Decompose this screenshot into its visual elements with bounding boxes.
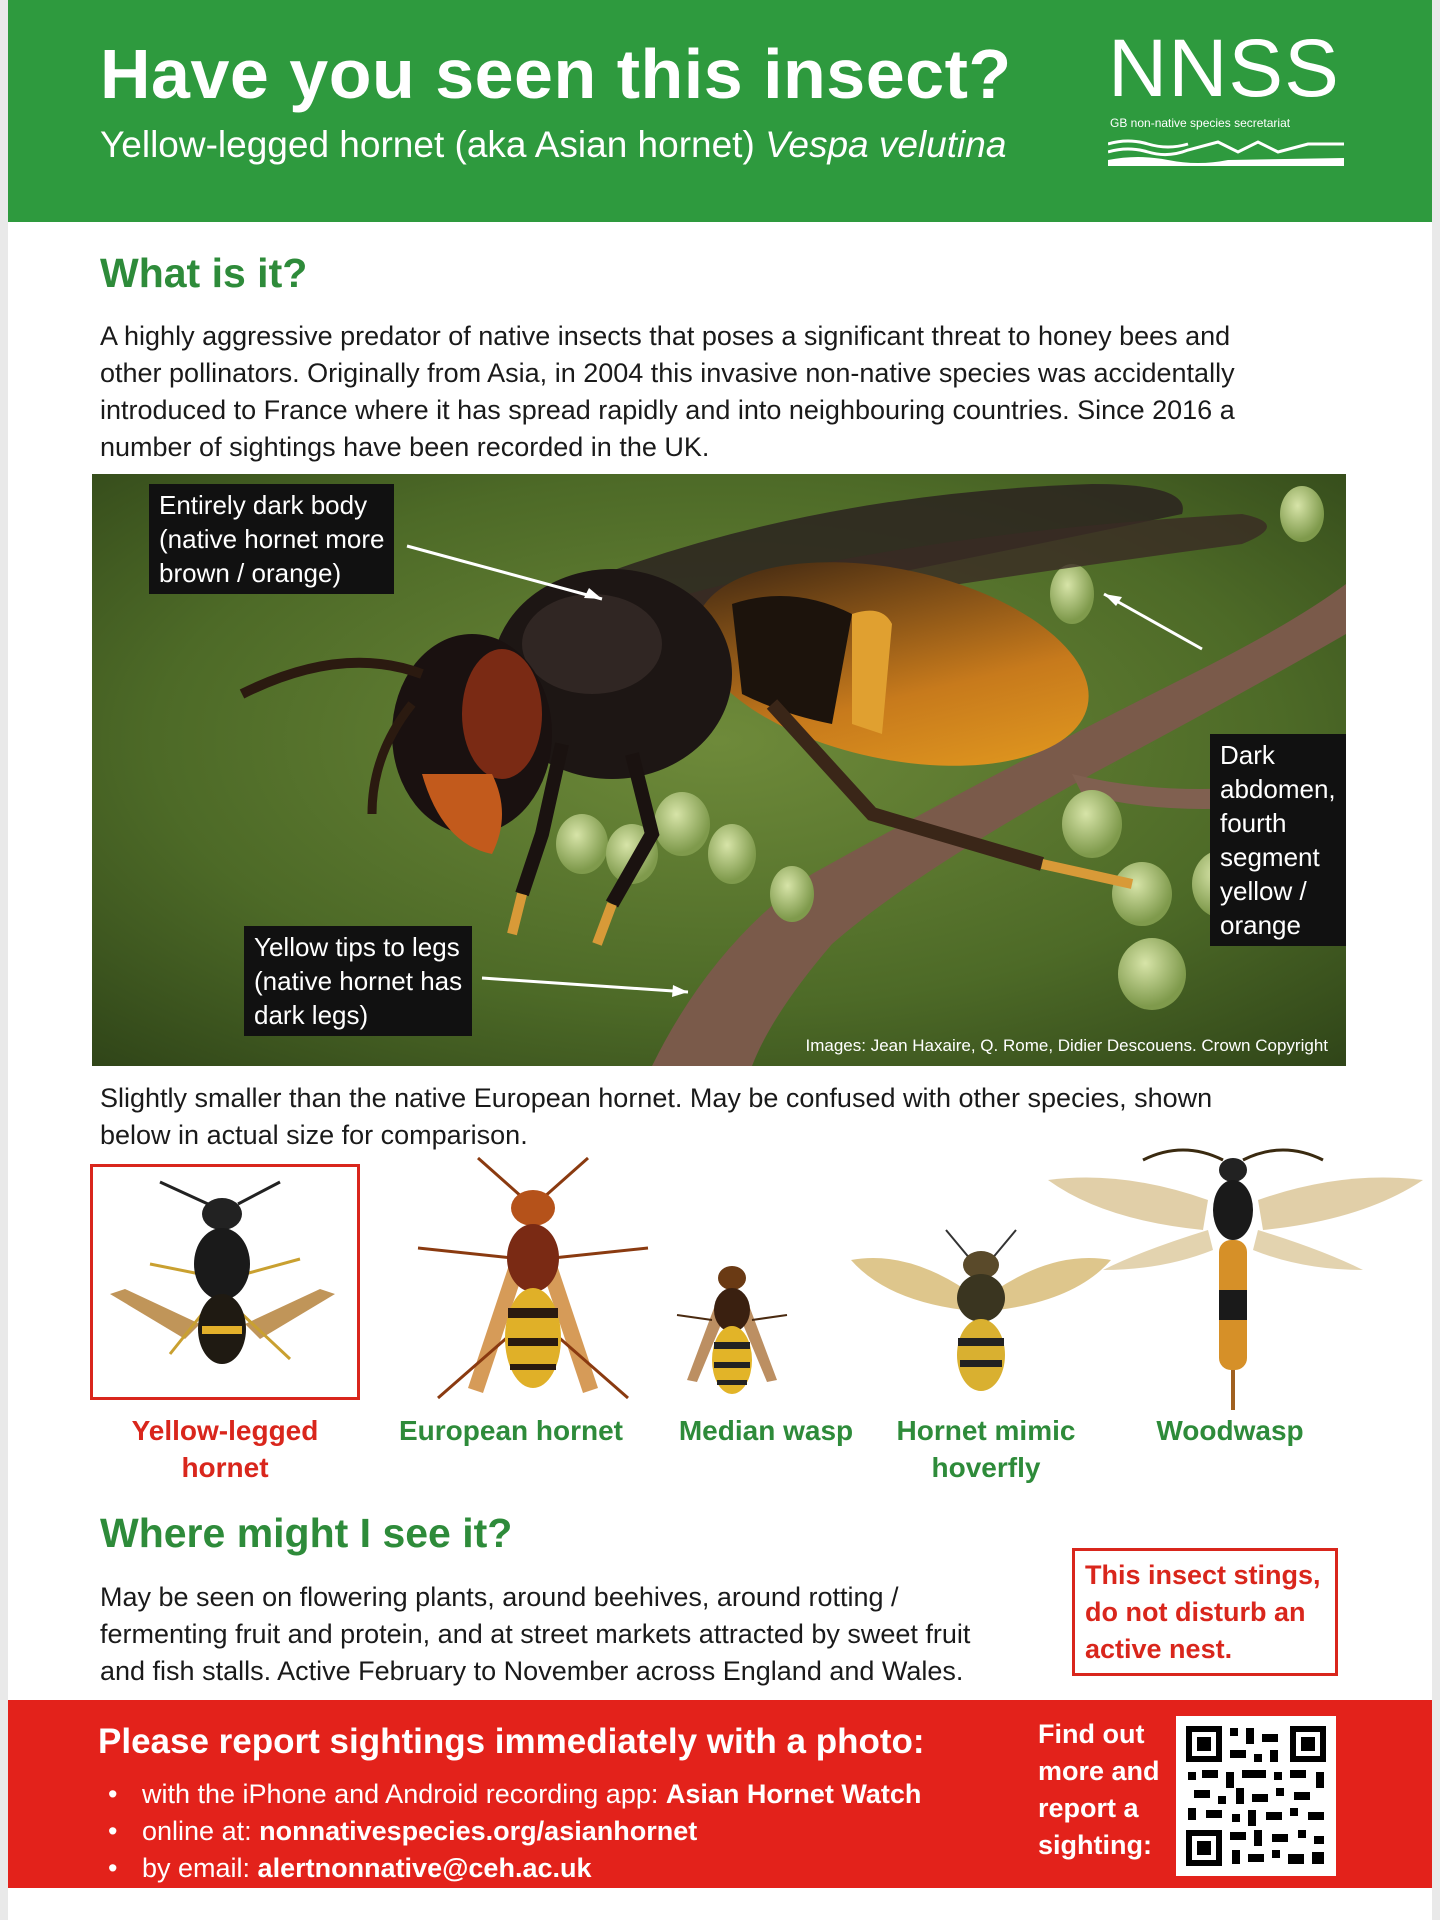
subtitle-common-name: Yellow-legged hornet (aka Asian hornet) [100, 124, 766, 165]
report-method-email [100, 1850, 921, 1887]
callout-yellow-legs [244, 926, 472, 1036]
nnss-logo [1108, 23, 1354, 178]
find-out-line: Find out [1038, 1719, 1145, 1749]
size-line: below in actual size for comparison. [100, 1120, 528, 1150]
callout-line: yellow / [1220, 876, 1307, 906]
qr-code[interactable] [1176, 1716, 1336, 1876]
report-method-prefix: online at: [142, 1816, 260, 1846]
what-line: A highly aggressive predator of native insects that poses a significant threat to honey bees and [100, 321, 1231, 351]
app-name: Asian Hornet Watch [665, 1779, 922, 1809]
report-methods-list [100, 1776, 921, 1887]
callout-line: Yellow tips to legs [254, 932, 460, 962]
european-hornet-image [408, 1148, 658, 1418]
logo-subtext: GB non-native species secretariat [1110, 116, 1291, 130]
poster [8, 0, 1432, 1920]
find-out-line: report a [1038, 1793, 1139, 1823]
logo-text: NNSS [1108, 23, 1340, 114]
what-line: number of sightings have been recorded in the UK. [100, 432, 710, 462]
specimen-label-median-wasp [656, 1412, 876, 1449]
subtitle-latin-name: Vespa velutina [765, 124, 1007, 165]
specimen-label-line: Hornet mimic [896, 1415, 1076, 1446]
callout-line: segment [1220, 842, 1320, 872]
find-out-line: more and [1038, 1756, 1160, 1786]
specimen-label-line: Yellow-legged [131, 1415, 319, 1446]
yellow-legged-hornet-image [90, 1164, 360, 1400]
image-credit: Images: Jean Haxaire, Q. Rome, Didier Descouens. Crown Copyright [805, 1036, 1328, 1055]
callout-line: Dark [1220, 740, 1275, 770]
where-paragraph [100, 1579, 1060, 1690]
find-out-text [1038, 1716, 1160, 1864]
qr-code-icon [1176, 1716, 1336, 1876]
report-method-online [100, 1813, 921, 1850]
callout-line: (native hornet has [254, 966, 463, 996]
what-line: introduced to France where it has spread rapidly and into neighbouring countries. Since 2016 a [100, 395, 1235, 425]
specimen-label-line: hoverfly [931, 1452, 1041, 1483]
report-heading: Please report sightings immediately with a photo: [98, 1722, 925, 1761]
warning-line: active nest. [1085, 1634, 1233, 1664]
callout-abdomen [1210, 734, 1346, 946]
callout-line: (native hornet more [159, 524, 385, 554]
find-out-line: sighting: [1038, 1830, 1152, 1860]
size-line: Slightly smaller than the native European hornet. May be confused with other species, shown [100, 1083, 1213, 1113]
report-method-prefix: with the iPhone and Android recording app: [142, 1779, 666, 1809]
median-wasp-image [672, 1260, 792, 1400]
callout-line: Entirely dark body [159, 490, 368, 520]
report-method-app [100, 1776, 921, 1813]
callout-line: orange [1220, 910, 1301, 940]
callout-line: abdomen, [1220, 774, 1336, 804]
page-subtitle [100, 124, 1006, 166]
specimen-label-woodwasp [1120, 1412, 1340, 1449]
warning-line: do not disturb an [1085, 1597, 1306, 1627]
report-email-link[interactable]: alertnonnative@ceh.ac.uk [257, 1853, 592, 1883]
specimen-label-european-hornet [386, 1412, 636, 1449]
specimen-label-yellow-legged-hornet [100, 1412, 350, 1486]
where-line: fermenting fruit and protein, and at street markets attracted by sweet fruit [100, 1619, 971, 1649]
callout-dark-body [149, 484, 394, 594]
what-line: other pollinators. Originally from Asia, in 2004 this invasive non-native species was accidentally [100, 358, 1235, 388]
callout-line: brown / orange) [159, 558, 342, 588]
what-paragraph [100, 318, 1350, 466]
callout-line: fourth [1220, 808, 1287, 838]
report-banner [8, 1700, 1432, 1888]
where-line: May be seen on flowering plants, around beehives, around rotting / [100, 1582, 899, 1612]
what-heading: What is it? [100, 250, 308, 296]
where-heading: Where might I see it? [100, 1510, 513, 1556]
callout-line: dark legs) [254, 1000, 369, 1030]
specimen-label-line: hornet [181, 1452, 269, 1483]
report-website-link[interactable]: nonnativespecies.org/asianhornet [259, 1816, 698, 1846]
where-line: and fish stalls. Active February to November across England and Wales. [100, 1656, 964, 1686]
page-title: Have you seen this insect? [100, 35, 1012, 113]
specimen-label-line: Woodwasp [1156, 1415, 1304, 1446]
specimen-label-line: European hornet [398, 1415, 623, 1446]
sting-warning-box [1072, 1548, 1338, 1676]
specimen-label-hoverfly [876, 1412, 1096, 1486]
header-banner [8, 0, 1432, 222]
logo-waves-icon [1108, 136, 1344, 166]
report-method-prefix: by email: [142, 1853, 258, 1883]
specimen-label-line: Median wasp [678, 1415, 854, 1446]
warning-line: This insect stings, [1085, 1560, 1321, 1590]
hornet-photo [92, 474, 1346, 1066]
woodwasp-image [1043, 1140, 1428, 1420]
specimen-comparison [8, 1140, 1432, 1483]
